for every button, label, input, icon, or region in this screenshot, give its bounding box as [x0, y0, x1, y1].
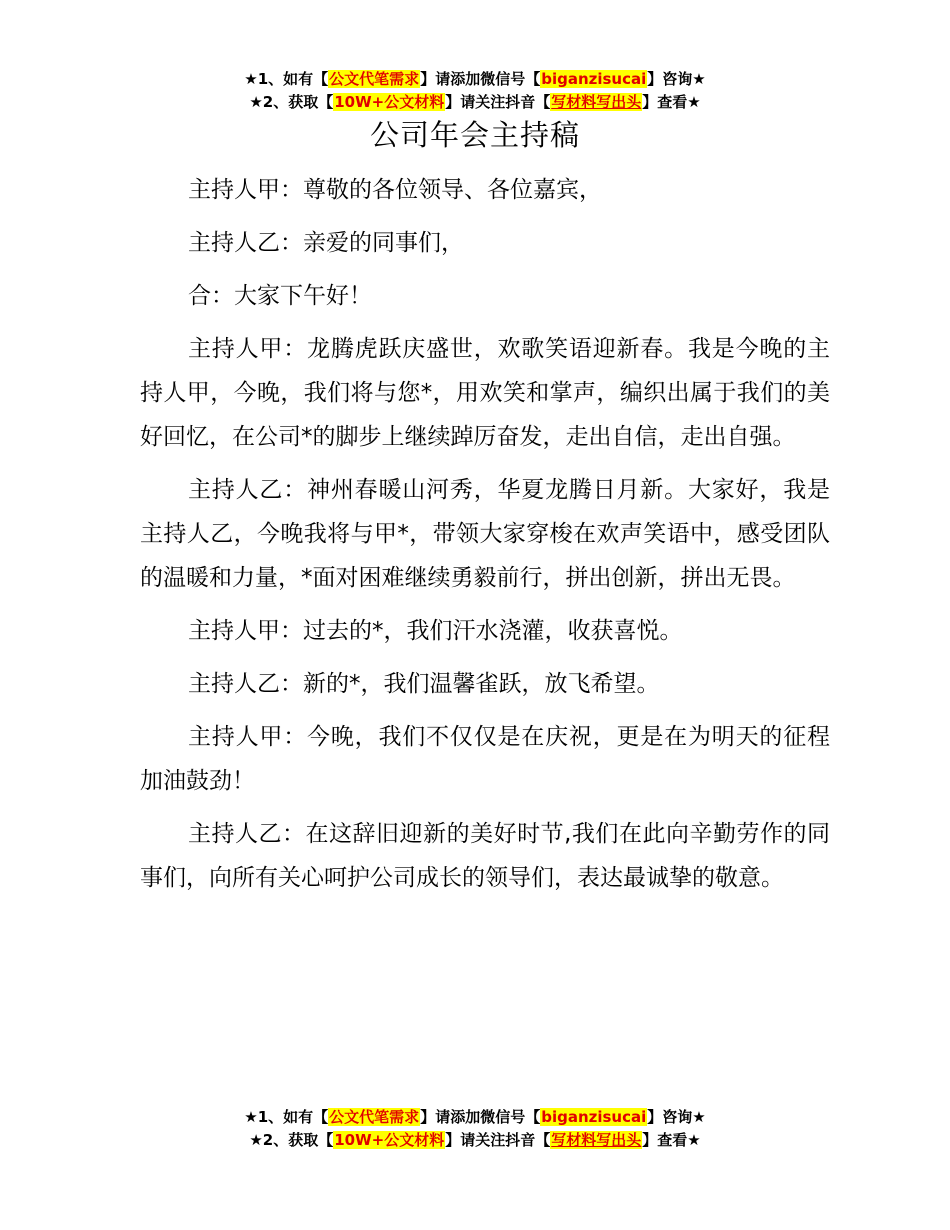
paragraph: 合：大家下午好！ — [188, 283, 372, 309]
header-line-1-prefix: ★1、如有【 — [244, 70, 329, 88]
header-line-2-highlight: 10W+公文材料 — [334, 93, 445, 111]
footer-banner — [0, 1106, 950, 1152]
footer-line-2-suffix: 】查看★ — [642, 1131, 701, 1149]
header-line-2 — [0, 91, 950, 114]
header-line-2-prefix: ★2、获取【 — [249, 93, 334, 111]
footer-line-1-suffix: 】咨询★ — [647, 1108, 706, 1126]
header-wechat-id: biganzisucai — [541, 70, 647, 88]
footer-line-2 — [0, 1129, 950, 1152]
footer-line-1-prefix: ★1、如有【 — [244, 1108, 329, 1126]
document-body — [140, 168, 830, 909]
paragraph: 主持人甲：尊敬的各位领导、各位嘉宾， — [188, 177, 602, 203]
header-banner — [0, 68, 950, 114]
paragraph: 主持人甲：今晚，我们不仅仅是在庆祝，更是在为明天的征程加油鼓劲！ — [140, 724, 830, 794]
footer-line-2-prefix: ★2、获取【 — [249, 1131, 334, 1149]
header-line-1-highlight: 公文代笔需求 — [329, 70, 420, 88]
footer-wechat-id: biganzisucai — [541, 1108, 647, 1126]
footer-line-1 — [0, 1106, 950, 1129]
header-line-2-suffix: 】查看★ — [642, 93, 701, 111]
header-line-1-middle: 】请添加微信号【 — [420, 70, 541, 88]
header-line-1-suffix: 】咨询★ — [647, 70, 706, 88]
paragraph: 主持人乙：在这辞旧迎新的美好时节,我们在此向辛勤劳作的同事们，向所有关心呵护公司成长的领导们，表达最诚挚的敬意。 — [140, 821, 830, 891]
document-title: 公司年会主持稿 — [369, 118, 580, 152]
paragraph: 主持人甲：龙腾虎跃庆盛世，欢歌笑语迎新春。我是今晚的主持人甲，今晚，我们将与您*，用欢笑和掌声，编织出属于我们的美好回忆，在公司*的脚步上继续踔厉奋发，走出自信，走出自强。 — [140, 336, 830, 450]
paragraph: 主持人甲：过去的*，我们汗水浇灌，收获喜悦。 — [188, 618, 683, 644]
footer-douyin-account: 写材料写出头 — [551, 1131, 642, 1149]
footer-line-2-highlight: 10W+公文材料 — [334, 1131, 445, 1149]
paragraph: 主持人乙：新的*，我们温馨雀跃，放飞希望。 — [188, 671, 660, 697]
header-line-1 — [0, 68, 950, 91]
footer-line-1-middle: 】请添加微信号【 — [420, 1108, 541, 1126]
paragraph: 主持人乙：亲爱的同事们， — [188, 230, 464, 256]
footer-line-1-highlight: 公文代笔需求 — [329, 1108, 420, 1126]
footer-line-2-middle: 】请关注抖音【 — [445, 1131, 551, 1149]
paragraph: 主持人乙：神州春暖山河秀，华夏龙腾日月新。大家好，我是主持人乙，今晚我将与甲*，带领大家穿梭在欢声笑语中，感受团队的温暖和力量，*面对困难继续勇毅前行，拼出创新，拼出无畏。 — [140, 477, 830, 591]
header-douyin-account: 写材料写出头 — [551, 93, 642, 111]
header-line-2-middle: 】请关注抖音【 — [445, 93, 551, 111]
